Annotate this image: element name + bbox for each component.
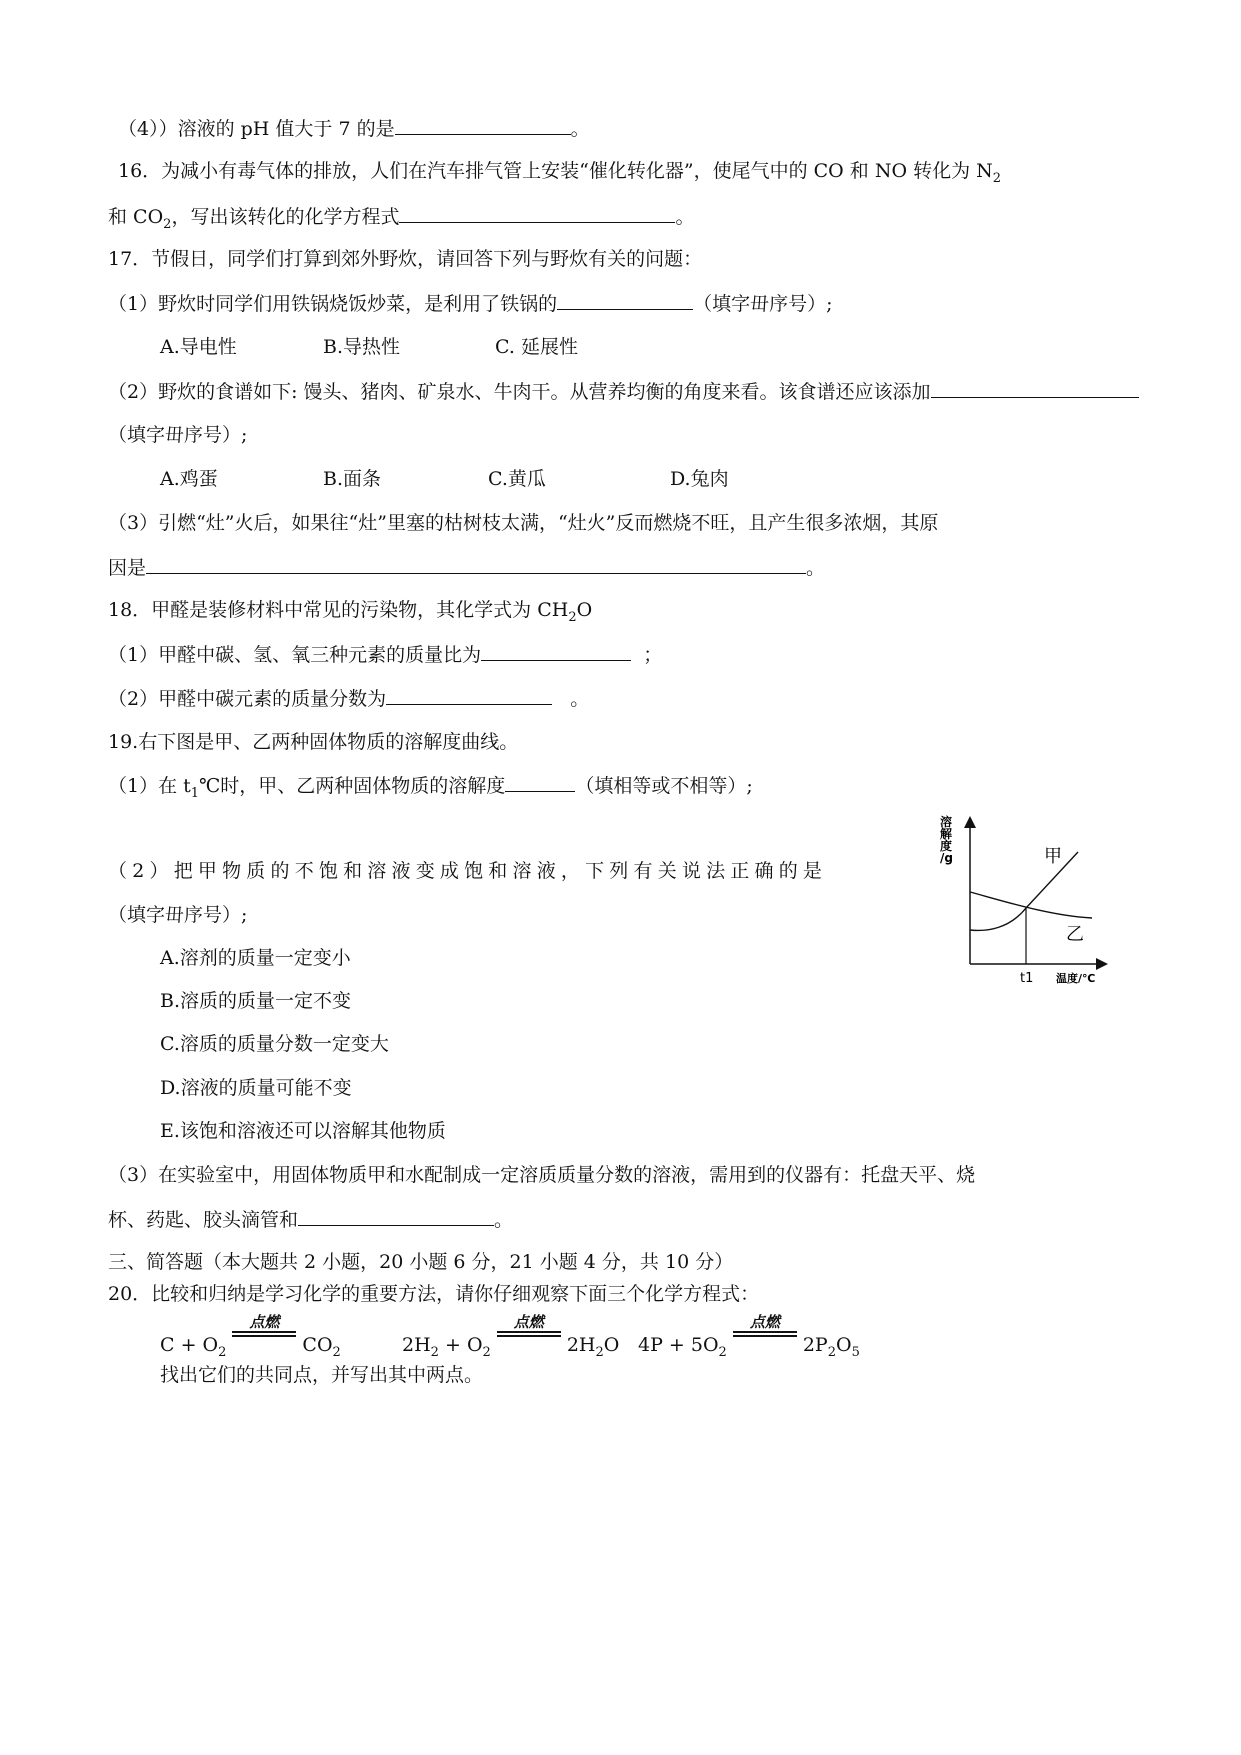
answer-blank-q18-1[interactable] — [481, 641, 631, 661]
q16-line2: 和 $CO_2$，写出该转化的化学方程式 。 — [108, 203, 694, 230]
y-axis-label-c1: 溶 — [940, 815, 953, 829]
q19-part3-line2: 杯、药匙、胶头滴管和 。 — [108, 1206, 513, 1233]
q18-intro: 18．甲醛是装修材料中常见的污染物，其化学式为 $CH_2O$ — [108, 599, 593, 625]
condition-arrow-2: 点燃 — [497, 1325, 561, 1351]
tick-t1: t1 — [1020, 971, 1034, 986]
q15-part4-text: （4））溶液的 pH 值大于 7 的是 — [118, 118, 395, 140]
q17-part2-option-a: A.鸡蛋 — [160, 468, 218, 490]
q17-part1-option-a: A.导电性 — [160, 336, 237, 358]
q17-part2-option-d: D.兔肉 — [670, 468, 729, 490]
q19-part2: （2）把甲物质的不饱和溶液变成饱和溶液，下列有关说法正确的是 — [108, 860, 828, 882]
curve-yi — [970, 892, 1092, 918]
q19-option-c: C.溶质的质量分数一定变大 — [160, 1033, 389, 1055]
q18-part2: （2）甲醛中碳元素的质量分数为 。 — [108, 685, 589, 712]
equation-1: $C + O_2$ 点燃 $CO_2$ — [160, 1313, 341, 1360]
answer-blank-q19-3[interactable] — [298, 1206, 494, 1226]
q17-intro: 17．节假日，同学们打算到郊外野炊，请回答下列与野炊有关的问题： — [108, 248, 703, 270]
x-axis-label: 温度/℃ — [1056, 972, 1096, 985]
section3-title: 三、简答题（本大题共 2 小题，20 小题 6 分，21 小题 4 分，共 10 分） — [108, 1251, 734, 1273]
q20-ask: 找出它们的共同点，并写出其中两点。 — [160, 1364, 484, 1386]
q15-part4: （4））溶液的 pH 值大于 7 的是 。 — [118, 115, 590, 142]
answer-blank-q15-4[interactable] — [395, 115, 571, 135]
answer-blank-q17-1[interactable] — [557, 290, 693, 310]
solubility-curve-graph — [940, 812, 1120, 992]
q17-part2-tail: （填字毌序号）; — [108, 424, 248, 446]
q18-part1: （1）甲醛中碳、氢、氧三种元素的质量比为 ； — [108, 641, 662, 668]
q19-part2-tail: （填字毌序号）; — [108, 904, 248, 926]
condition-arrow-1: 点燃 — [232, 1325, 296, 1351]
answer-blank-q16[interactable] — [399, 203, 675, 223]
q19-option-e: E.该饱和溶液还可以溶解其他物质 — [160, 1120, 446, 1142]
q17-part1-option-c: C. 延展性 — [495, 336, 578, 358]
q19-part3: （3）在实验室中，用固体物质甲和水配制成一定溶质质量分数的溶液，需用到的仪器有：托盘天平、烧 — [108, 1164, 976, 1186]
q19-part1: （1）在 $t_1℃$时，甲、乙两种固体物质的溶解度 （填相等或不相等）; — [108, 772, 753, 799]
series-label-yi: 乙 — [1066, 924, 1084, 945]
q20-intro: 20．比较和归纳是学习化学的重要方法，请你仔细观察下面三个化学方程式： — [108, 1283, 760, 1305]
q16-line1: 16．为减小有毒气体的排放，人们在汽车排气管上安装“催化转化器”，使尾气中的 CO 和 NO 转化为 $N_2$ — [118, 160, 1002, 186]
q19-option-a: A.溶剂的质量一定变小 — [160, 947, 351, 969]
y-axis-label-c2: 解 — [940, 827, 953, 841]
q17-part2-option-c: C.黄瓜 — [488, 468, 546, 490]
q19-option-d: D.溶液的质量可能不变 — [160, 1077, 352, 1099]
equation-2: $2H_2 + O_2$ 点燃 $2H_2O$ — [402, 1313, 620, 1360]
y-axis-label — [940, 814, 953, 865]
condition-arrow-3: 点燃 — [733, 1325, 797, 1351]
q17-part2: （2）野炊的食谱如下: 馒头、猪肉、矿泉水、牛肉干。从营养均衡的角度来看。该食谱还应该添加 — [108, 378, 1139, 405]
answer-blank-q17-2[interactable] — [931, 378, 1139, 398]
q19-option-b: B.溶质的质量一定不变 — [160, 990, 352, 1012]
q19-intro: 19.右下图是甲、乙两种固体物质的溶解度曲线。 — [108, 731, 519, 753]
series-label-jia: 甲 — [1044, 846, 1062, 867]
answer-blank-q19-1[interactable] — [505, 772, 575, 792]
y-axis-label-c3: 度 — [940, 839, 953, 853]
answer-blank-q17-3[interactable] — [146, 554, 806, 574]
y-axis-label-c4: /g — [940, 851, 953, 865]
q17-part3: （3）引燃“灶”火后，如果往“灶”里塞的枯树枝太满，“灶火”反而燃烧不旺，且产生很多浓烟，其原 — [108, 512, 939, 534]
answer-blank-q18-2[interactable] — [386, 685, 552, 705]
q17-part1: （1）野炊时同学们用铁锅烧饭炒菜，是利用了铁锅的 （填字毌序号）; — [108, 290, 833, 317]
q17-part1-option-b: B.导热性 — [323, 336, 401, 358]
equation-3: $4P + 5O_2$ 点燃 $2P_2O_5$ — [638, 1313, 860, 1360]
q17-part3-line2: 因是 。 — [108, 554, 825, 581]
q17-part2-option-b: B.面条 — [323, 468, 382, 490]
